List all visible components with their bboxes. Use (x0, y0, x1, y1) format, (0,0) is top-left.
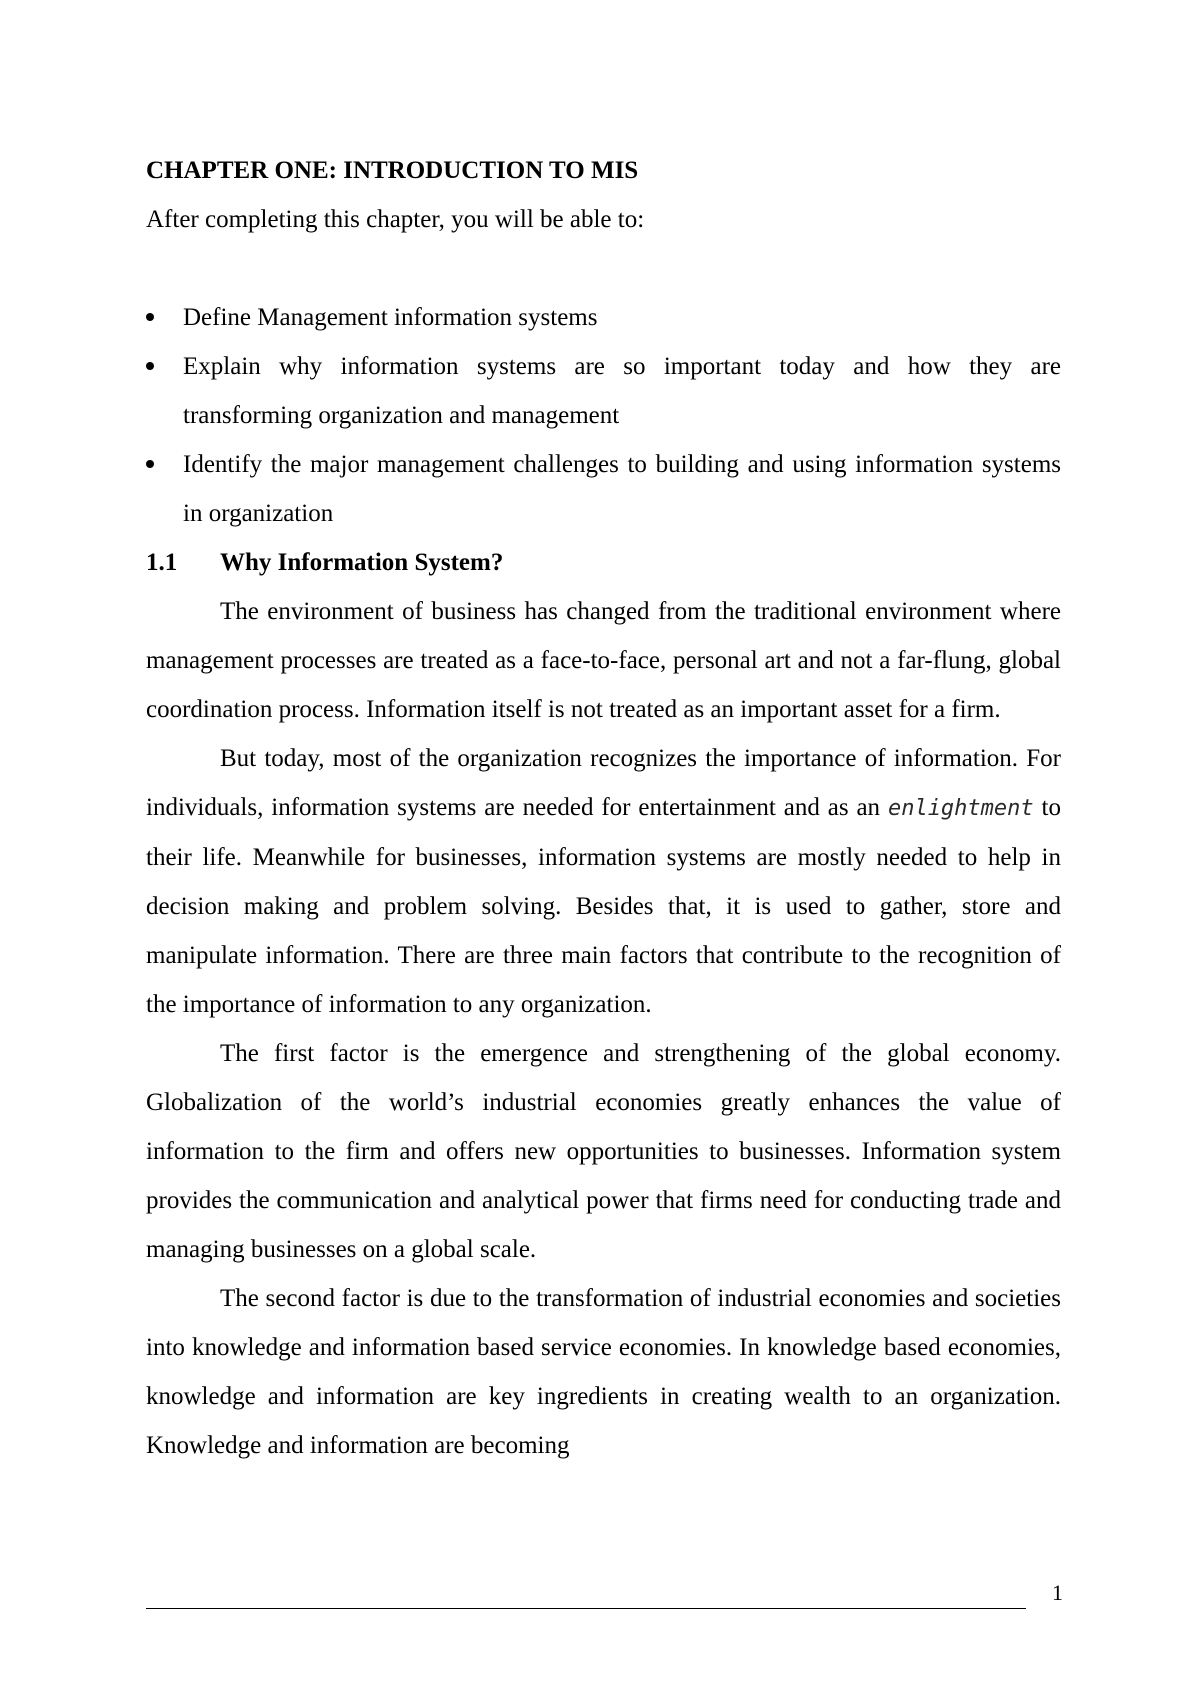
section-title: Why Information System? (220, 549, 504, 576)
chapter-title: CHAPTER ONE: INTRODUCTION TO MIS (146, 157, 639, 184)
emphasized-term: enlightment (887, 796, 1034, 821)
section-number: 1.1 (146, 549, 178, 576)
body-paragraph (146, 734, 1061, 1029)
section-heading (146, 538, 1061, 587)
bullet-icon (146, 362, 154, 370)
objective-text: Identify the major management challenges to building and using information systems in organization (183, 451, 1061, 527)
objective-item (146, 293, 1061, 342)
body-paragraph: The environment of business has changed from the traditional environment where management processes are treated as a face-to-face, personal art and not a far-flung, global coordination process. Information itself is not treated as an important asset for a firm. (146, 598, 1061, 723)
bullet-icon (146, 460, 154, 468)
objective-item (146, 342, 1061, 440)
objective-text: Explain why information systems are so important today and how they are transforming organization and management (183, 353, 1061, 429)
page-number: 1 (1052, 1580, 1063, 1605)
learning-objectives-list (146, 293, 1061, 538)
paragraph-text: to their life. Meanwhile for businesses, information systems are mostly needed to help in decision making and problem solving. Besides that, it is used to gather, store and manipulate information. There are three main factors that contribute to the recognition of the importance of information to any organization. (146, 794, 1061, 1018)
objective-text: Define Management information systems (183, 304, 598, 331)
page-content (146, 146, 1061, 1470)
body-paragraph: The first factor is the emergence and strengthening of the global economy. Globalization of the world’s industrial economies greatly enhances the value of information to the firm and offers new opportunities to businesses. Information system provides the communication and analytical power that firms need for conducting trade and managing businesses on a global scale. (146, 1040, 1061, 1263)
chapter-intro: After completing this chapter, you will be able to: (146, 206, 645, 233)
paragraph-text: But today, most of the organization recognizes the importance of information. For individuals, information systems are needed for entertainment and as an (146, 745, 1061, 821)
footer-rule (146, 1608, 1026, 1609)
bullet-icon (146, 313, 154, 321)
body-paragraph: The second factor is due to the transformation of industrial economies and societies into knowledge and information based service economies. In knowledge based economies, knowledge and information are key ingredients in creating wealth to an organization. Knowledge and information are becoming (146, 1285, 1061, 1459)
objective-item (146, 440, 1061, 538)
